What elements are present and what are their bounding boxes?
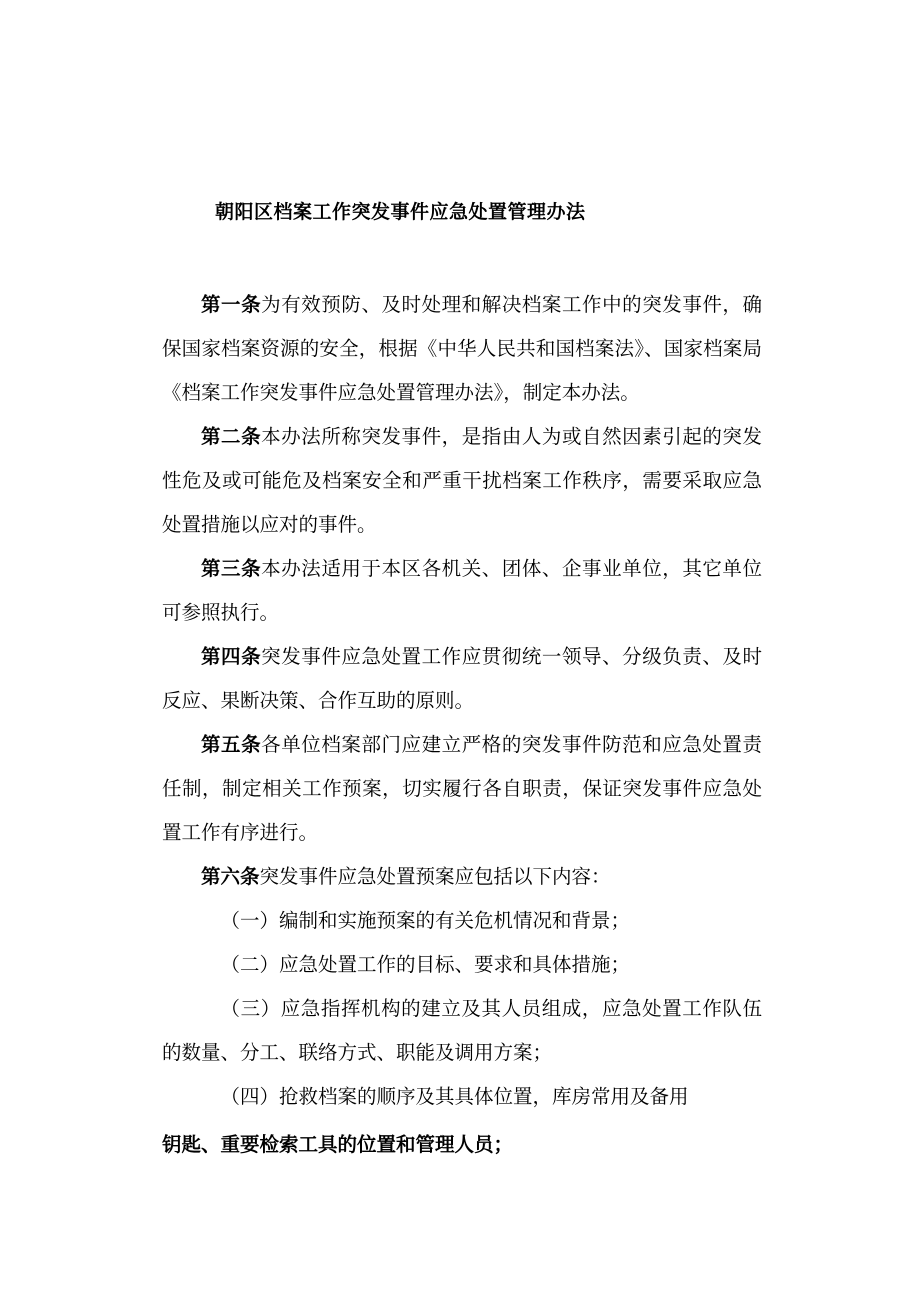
article-6 [162, 855, 762, 899]
article-label: 第一条 [201, 293, 262, 316]
list-item: （三）应急指挥机构的建立及其人员组成，应急处置工作队伍的数量、分工、联络方式、职能及调用方案； [162, 997, 762, 1064]
document-title: 朝阳区档案工作突发事件应急处置管理办法 [215, 201, 586, 223]
article-label: 第四条 [201, 645, 262, 668]
article-text: 突发事件应急处置工作应贯彻统一领导、分级负责、及时反应、果断决策、合作互助的原则。 [162, 645, 762, 712]
list-item: （二）应急处置工作的目标、要求和具体措施； [220, 953, 631, 976]
list-item: （一）编制和实施预案的有关危机情况和背景； [220, 909, 631, 932]
article-label: 第五条 [201, 733, 262, 756]
article-label: 第六条 [201, 865, 260, 888]
article-4 [162, 635, 762, 723]
article-3 [162, 547, 762, 635]
article-label: 第二条 [201, 425, 262, 448]
article-text: 本办法适用于本区各机关、团体、企事业单位，其它单位可参照执行。 [162, 557, 762, 624]
article-5 [162, 723, 762, 855]
article-text: 突发事件应急处置预案应包括以下内容： [259, 865, 611, 888]
article-text: 各单位档案部门应建立严格的突发事件防范和应急处置责任制，制定相关工作预案，切实履行各自职责，保证突发事件应急处置工作有序进行。 [162, 733, 762, 844]
list-item-4-line-2: 钥匙、重要检索工具的位置和管理人员； [162, 1133, 514, 1156]
list-item-4-line-1: （四）抢救档案的顺序及其具体位置，库房常用及备用 [220, 1085, 689, 1108]
article-text: 为有效预防、及时处理和解决档案工作中的突发事件，确保国家档案资源的安全，根据《中华人民共和国档案法》、国家档案局《档案工作突发事件应急处置管理办法》，制定本办法。 [162, 293, 762, 404]
article-2 [162, 415, 762, 547]
article-1 [162, 283, 762, 415]
article-text: 本办法所称突发事件，是指由人为或自然因素引起的突发性危及或可能危及档案安全和严重干扰档案工作秩序，需要采取应急处置措施以应对的事件。 [162, 425, 762, 536]
article-label: 第三条 [201, 557, 262, 580]
document-body [162, 283, 762, 1167]
